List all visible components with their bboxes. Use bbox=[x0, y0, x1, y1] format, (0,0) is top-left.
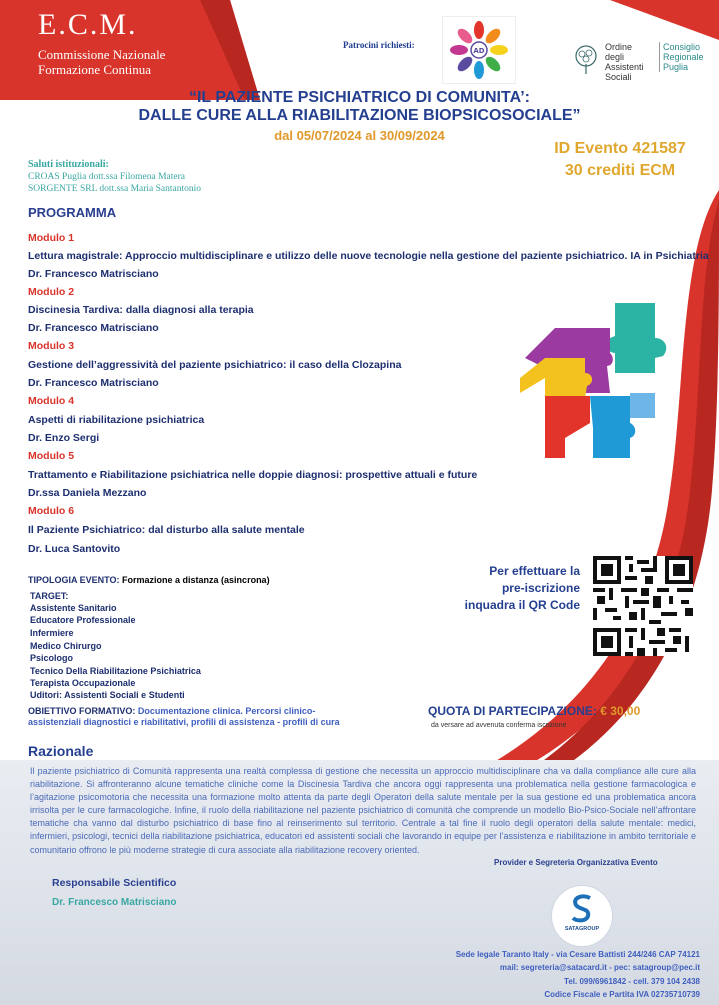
croas-left-text: Ordine degli Assistenti Sociali bbox=[605, 42, 644, 82]
croas-logo bbox=[565, 36, 703, 86]
preiscrizione-line: inquadra il QR Code bbox=[464, 598, 580, 612]
quota-label: QUOTA DI PARTECIPAZIONE: bbox=[428, 704, 597, 718]
quota-note: da versare ad avvenuta conferma iscrizione bbox=[431, 722, 567, 729]
module-title: Discinesia Tardiva: dalla diagnosi alla terapia bbox=[28, 304, 254, 316]
satagroup-name: SATAGROUP bbox=[564, 926, 600, 932]
saluti-line1: CROAS Puglia dott.ssa Filomena Matera bbox=[28, 172, 186, 182]
programma-heading: PROGRAMMA bbox=[28, 205, 117, 220]
satagroup-logo bbox=[551, 885, 613, 947]
module-doctor: Dr.ssa Daniela Mezzano bbox=[28, 487, 147, 499]
tipologia-value: Formazione a distanza (asincrona) bbox=[122, 575, 270, 585]
tree-icon bbox=[571, 44, 601, 76]
footer-address: Sede legale Taranto Italy - via Cesare Battisti 244/246 CAP 74121 bbox=[455, 950, 700, 959]
module-label: Modulo 6 bbox=[28, 505, 75, 517]
tipologia-label: TIPOLOGIA EVENTO: bbox=[28, 575, 120, 585]
module-label: Modulo 1 bbox=[28, 232, 75, 244]
module-doctor: Dr. Francesco Matrisciano bbox=[28, 322, 159, 334]
ecm-sub-line1: Commissione Nazionale bbox=[38, 47, 166, 62]
preiscrizione-text bbox=[455, 563, 580, 614]
event-dates: dal 05/07/2024 al 30/09/2024 bbox=[274, 128, 445, 143]
qr-code[interactable] bbox=[593, 556, 693, 656]
target-item: Infermiere bbox=[30, 628, 74, 638]
obiettivo-formativo bbox=[28, 706, 368, 728]
ecm-title: E.C.M. bbox=[38, 8, 138, 41]
razionale-text: Il paziente psichiatrico di Comunità rappresenta una realtà complessa di gestione che necessita un approccio multidisciplinare cha va dalla compliance alle cure alla riabilitazione. Si affronteranno alcune tematiche cliniche come la Discinesia Tardiva che ancora oggi rappresenta una problematica nella gestione farmacologica e l’agitazione psicomotoria che necessita una formazione molto attenta da parte degli Operatori della salute mentale per la sua gestione ed una problematica ancora irrisolta per le cure farmacologiche. Infine, il ruolo della riabilitazione nel paziente psichiatrico di comunità che comprende un modello Bio-Psico-Sociale nell’affrontare tematiche cha vanno dal disturbo psichiatrico di base fino al reinserimento sul territorio. Centrale a tal fine il ruolo degli operatori della salute mentale: medici, infermieri, psicologi, tecnici della riabilitazione psichiatrica, educatori ed assistenti sociali che lavorando in equipe per l’assistenza e riabilitazione in ambito territoriale e comunitario offrono le più moderne strategie di cura associate alla riabilitazione recovery oriented. bbox=[30, 766, 696, 855]
provider-label: Provider e Segreteria Organizzativa Evento bbox=[494, 858, 658, 867]
adi-logo bbox=[442, 16, 516, 84]
module-doctor: Dr. Francesco Matrisciano bbox=[28, 268, 159, 280]
target-item: Uditori: Assistenti Sociali e Studenti bbox=[30, 690, 185, 700]
target-heading: TARGET: bbox=[30, 591, 69, 601]
module-title: Gestione dell’aggressività del paziente psichiatrico: il caso della Clozapina bbox=[28, 359, 402, 371]
ecm-subtitle bbox=[38, 47, 165, 77]
module-doctor: Dr. Luca Santovito bbox=[28, 543, 121, 555]
saluti-line2: SORGENTE SRL dott.ssa Maria Santantonio bbox=[28, 184, 202, 194]
header-red-sweep bbox=[590, 0, 719, 40]
module-doctor: Dr. Francesco Matrisciano bbox=[28, 377, 159, 389]
module-title: Lettura magistrale: Approccio multidisciplinare e utilizzo delle nuove tecnologie nella gestione del paziente psichiatrico. IA in Psichiatria bbox=[28, 250, 709, 262]
footer-phone: Tel. 099/6961842 - cell. 379 104 2438 bbox=[564, 977, 700, 986]
obiettivo-value: Documentazione clinica. Percorsi clinico-assistenziali diagnostici e riabilitativi, profili di assistenza - profili di cura bbox=[28, 706, 340, 727]
target-item: Tecnico Della Riabilitazione Psichiatrica bbox=[30, 666, 201, 676]
red-curve-decoration bbox=[440, 190, 719, 770]
footer-email: mail: segreteria@satacard.it - pec: satagroup@pec.it bbox=[499, 963, 700, 972]
obiettivo-label: OBIETTIVO FORMATIVO: bbox=[28, 706, 136, 716]
svg-text:AD: AD bbox=[473, 47, 485, 55]
module-label: Modulo 4 bbox=[28, 395, 75, 407]
ecm-sub-line2: Formazione Continua bbox=[38, 62, 152, 77]
module-title: Aspetti di riabilitazione psichiatrica bbox=[28, 414, 205, 426]
target-item: Psicologo bbox=[30, 653, 74, 663]
event-title-line1: “IL PAZIENTE PSICHIATRICO DI COMUNITA’: bbox=[188, 89, 531, 106]
preiscrizione-line: Per effettuare la bbox=[489, 564, 580, 578]
module-label: Modulo 5 bbox=[28, 450, 75, 462]
module-label: Modulo 2 bbox=[28, 286, 75, 298]
saluti-heading: Saluti istituzionali: bbox=[28, 159, 109, 170]
patrocini-label: Patrocini richiesti: bbox=[343, 40, 415, 50]
module-title: Il Paziente Psichiatrico: dal disturbo alla salute mentale bbox=[28, 524, 305, 536]
target-item: Educatore Professionale bbox=[30, 615, 136, 625]
preiscrizione-line: pre-iscrizione bbox=[501, 581, 580, 595]
event-title-line2: DALLE CURE ALLA RIABILITAZIONE BIOPSICOSOCIALE” bbox=[138, 107, 581, 124]
tipologia-evento bbox=[28, 575, 270, 585]
responsabile-heading: Responsabile Scientifico bbox=[52, 877, 177, 889]
footer-vat: Codice Fiscale e Partita IVA 02735710739 bbox=[544, 990, 700, 999]
event-id: ID Evento 421587 bbox=[554, 140, 686, 157]
croas-right-text: Consiglio Regionale Puglia bbox=[659, 42, 705, 72]
puzzle-head-illustration bbox=[515, 298, 675, 463]
event-credits: 30 crediti ECM bbox=[564, 162, 676, 179]
module-label: Modulo 3 bbox=[28, 340, 75, 352]
target-item: Terapista Occupazionale bbox=[30, 678, 136, 688]
razionale-heading: Razionale bbox=[28, 743, 94, 759]
module-title: Trattamento e Riabilitazione psichiatrica nelle doppie diagnosi: prospettive attuali e future bbox=[28, 469, 478, 481]
quota-partecipazione bbox=[428, 704, 640, 718]
target-item: Assistente Sanitario bbox=[30, 603, 117, 613]
module-doctor: Dr. Enzo Sergi bbox=[28, 432, 100, 444]
responsabile-name: Dr. Francesco Matrisciano bbox=[52, 897, 177, 908]
quota-value: € 30,00 bbox=[600, 704, 641, 718]
target-item: Medico Chirurgo bbox=[30, 641, 102, 651]
sata-s-icon bbox=[570, 894, 594, 924]
